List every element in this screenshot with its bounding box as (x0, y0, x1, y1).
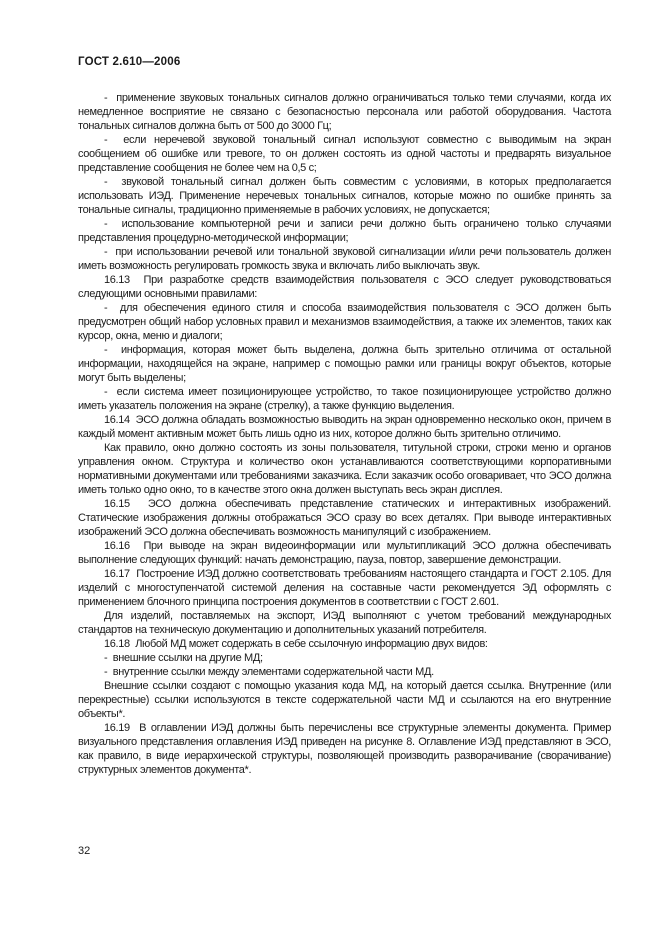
paragraph-numbered-clause: 16.14 ЭСО должна обладать возможностью выводить на экран одновременно несколько окон, причем в каждый момент активным может быть лишь одно из них, которое должно быть зрительно отличимо. (78, 414, 611, 440)
paragraph-list-item: - применение звуковых тональных сигналов должно ограничиваться только теми случаями, когда их немедленное восприятие не связано с безопасностью персонала или работой оборудования. Частота тональных сигналов должна быть от 500 до 3000 Гц; (78, 92, 611, 132)
paragraph-numbered-clause: 16.17 Построение ИЭД должно соответствовать требованиям настоящего стандарта и ГОСТ 2.105. Для изделий с многоступенчатой системой деления на составные части рекомендуется ЭД оформлять с применением блочного принципа построения документов в соответствии с ГОСТ 2.601. (78, 568, 611, 608)
paragraph-list-item: - информация, которая может быть выделена, должна быть зрительно отличима от остальной информации, находящейся на экране, например с помощью рамки или границы вокруг объектов, которые могут быть выделены; (78, 344, 611, 384)
paragraph-numbered-clause: 16.15 ЭСО должна обеспечивать представление статических и интерактивных изображений. Статические изображения должны отображаться ЭСО сразу во всех деталях. При выводе интерактивных изображений ЭСО должна обеспечивать возможность манипуляций с изображением. (78, 498, 611, 538)
paragraph-list-item: - если неречевой звуковой тональный сигнал используют совместно с выводимым на экран сообщением об ошибке или тревоге, то он должен состоять из одной частоты и предварять визуальное представление сообщения не более чем на 0,5 с; (78, 134, 611, 174)
paragraph-plain: Для изделий, поставляемых на экспорт, ИЭД выполняют с учетом требований международных стандартов на техническую документацию и дополнительных указаний потребителя. (78, 610, 611, 636)
paragraph-list-item: - внутренние ссылки между элементами содержательной части МД. (104, 666, 434, 678)
page-number: 32 (78, 845, 91, 857)
document-header-title: ГОСТ 2.610—2006 (78, 56, 181, 68)
paragraph-list-item: - при использовании речевой или тональной звуковой сигнализации и/или речи пользователь должен иметь возможность регулировать громкость звука и включать либо выключать звук. (78, 246, 611, 272)
paragraph-numbered-clause: 16.13 При разработке средств взаимодействия пользователя с ЭСО следует руководствоваться следующими основными правилами: (78, 274, 611, 300)
paragraph-list-item: - внешние ссылки на другие МД; (104, 652, 263, 664)
paragraph-plain: Как правило, окно должно состоять из зоны пользователя, титульной строки, строки меню и органов управления окном. Структура и количество окон устанавливаются соответствующими корпоративными нормативными документами или требованиями заказчика. Если заказчик особо оговаривает, что ЭСО должна иметь только одно окно, то в качестве этого окна должен выступать весь экран дисплея. (78, 442, 611, 496)
paragraph-list-item: - если система имеет позиционирующее устройство, то такое позиционирующее устройство должно иметь указатель положения на экране (стрелку), а также функцию выделения. (78, 386, 611, 412)
paragraph-list-item: - звуковой тональный сигнал должен быть совместим с условиями, в которых предполагается использовать ИЭД. Применение неречевых тональных сигналов, которые можно по ошибке принять за тональные сигналы, традиционно применяемые в рабочих условиях, не допускается; (78, 176, 611, 216)
paragraph-numbered-clause: 16.19 В оглавлении ИЭД должны быть перечислены все структурные элементы документа. Пример визуального представления оглавления ИЭД приведен на рисунке 8. Оглавление ИЭД представляют в ЭСО, как правило, в виде иерархической структуры, позволяющей производить разворачивание (сворачивание) структурных элементов документа*. (78, 722, 611, 776)
paragraph-plain: Внешние ссылки создают с помощью указания кода МД, на который дается ссылка. Внутренние (или перекрестные) ссылки используются в тексте содержательной части МД и ссылаются на его внутренние объекты*. (78, 680, 611, 720)
paragraph-list-item: - для обеспечения единого стиля и способа взаимодействия пользователя с ЭСО должен быть предусмотрен общий набор условных правил и механизмов взаимодействия, а также их элементов, таких как курсор, окна, меню и диалоги; (78, 302, 611, 342)
paragraph-list-item: - использование компьютерной речи и записи речи должно быть ограничено только случаями представления процедурно-методической информации; (78, 218, 611, 244)
document-body (78, 91, 611, 777)
paragraph-numbered-clause: 16.16 При выводе на экран видеоинформации или мультипликаций ЭСО должна обеспечивать выполнение следующих функций: начать демонстрацию, пауза, повтор, завершение демонстрации. (78, 540, 611, 566)
paragraph-numbered-clause: 16.18 Любой МД может содержать в себе ссылочную информацию двух видов: (104, 638, 488, 650)
